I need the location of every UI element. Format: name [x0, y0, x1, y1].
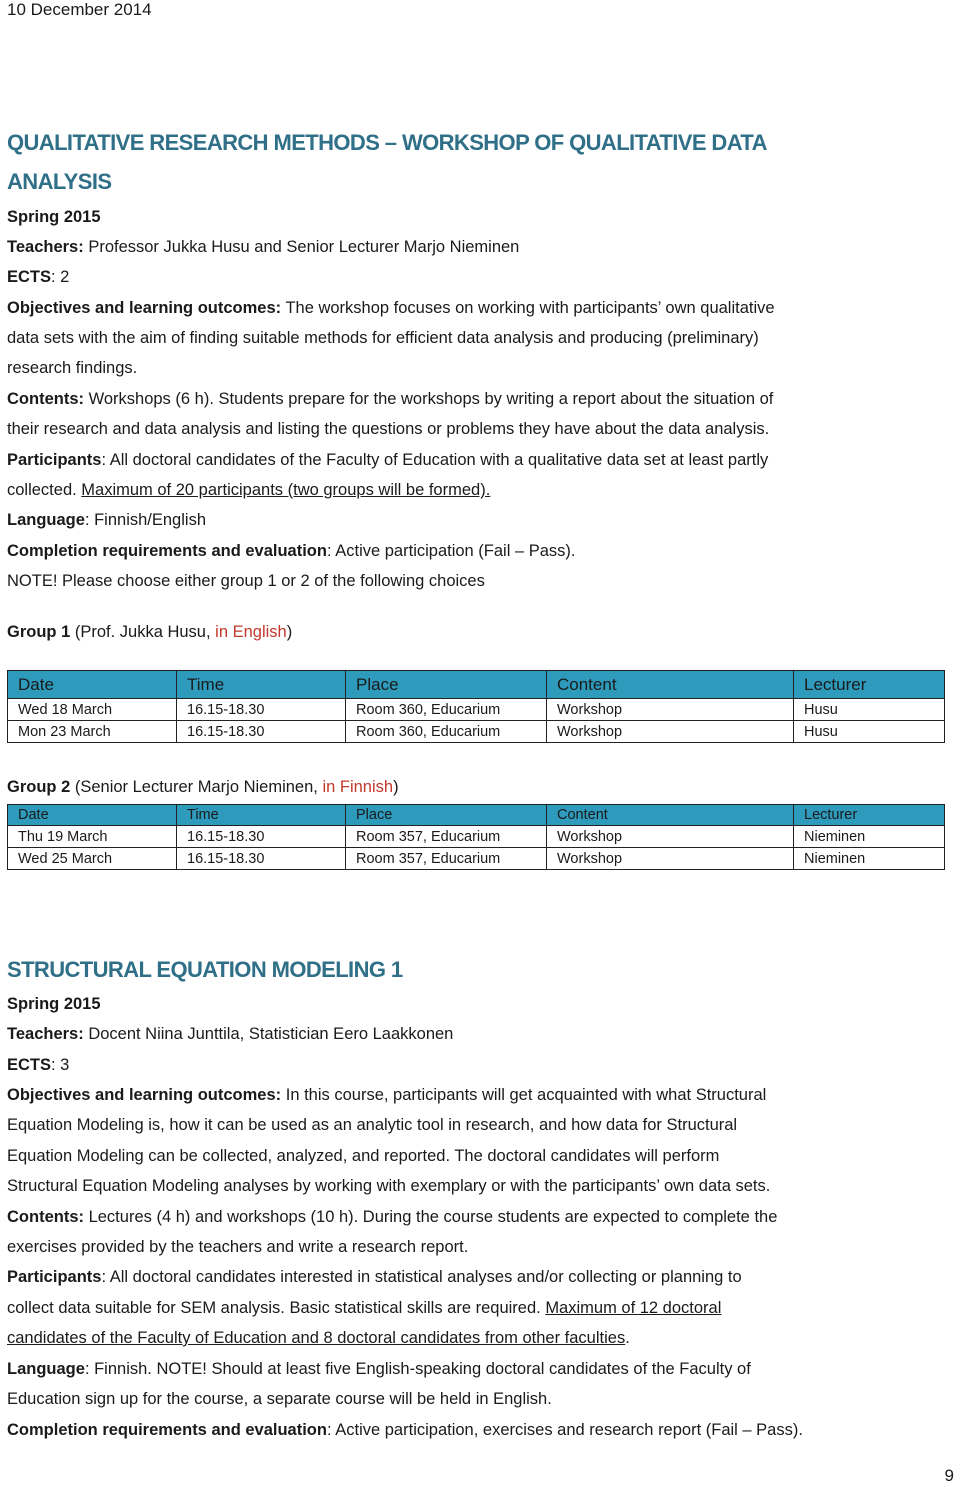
ects-value: : 2 — [51, 268, 70, 286]
course2-participants-line2 — [7, 1293, 721, 1323]
course2-language-line2: Education sign up for the course, a separate course will be held in English. — [7, 1390, 552, 1408]
course1-completion — [7, 536, 576, 566]
course1-ects — [7, 262, 69, 292]
course1-teachers — [7, 232, 519, 262]
table-row — [8, 721, 945, 743]
group2-lecturer: (Senior Lecturer Marjo Nieminen, — [70, 778, 323, 796]
group1-schedule-table — [7, 670, 945, 743]
objectives-label: Objectives and learning outcomes: — [7, 1086, 282, 1104]
course1-participants-line2 — [7, 475, 490, 505]
course2-completion — [7, 1415, 803, 1445]
course1-objectives-line2: data sets with the aim of finding suitable methods for efficient data analysis and producing (preliminary) — [7, 329, 759, 347]
participants-label: Participants — [7, 1268, 102, 1286]
cell-lecturer: Husu — [794, 699, 945, 721]
course1-participants-line1 — [7, 445, 768, 475]
objectives-text: The workshop focuses on working with participants’ own qualitative — [281, 299, 775, 317]
teachers-label: Teachers: — [7, 238, 84, 256]
cell-time: 16.15-18.30 — [177, 721, 346, 743]
ects-label: ECTS — [7, 1056, 52, 1074]
cell-time: 16.15-18.30 — [177, 826, 346, 848]
participants-limit: Maximum of 12 doctoral — [545, 1299, 722, 1317]
course2-title: STRUCTURAL EQUATION MODELING 1 — [7, 957, 403, 982]
course2-contents-line1 — [7, 1202, 777, 1232]
course2-participants-line3 — [7, 1323, 630, 1353]
contents-text: Lectures (4 h) and workshops (10 h). During the course students are expected to complete the — [84, 1208, 778, 1226]
col-lecturer: Lecturer — [794, 671, 945, 699]
cell-time: 16.15-18.30 — [177, 699, 346, 721]
cell-content: Workshop — [547, 826, 794, 848]
participants-limit: candidates of the Faculty of Education and 8 doctoral candidates from other faculties — [7, 1329, 626, 1347]
group1-lecturer: (Prof. Jukka Husu, — [70, 623, 216, 641]
course2-language-line1 — [7, 1354, 751, 1384]
cell-place: Room 357, Educarium — [346, 848, 547, 870]
page-number: 9 — [944, 1466, 954, 1485]
col-date: Date — [8, 671, 177, 699]
contents-label: Contents: — [7, 1208, 84, 1226]
completion-value: : Active participation (Fail – Pass). — [326, 542, 576, 560]
cell-date: Wed 18 March — [8, 699, 177, 721]
participants-label: Participants — [7, 451, 102, 469]
course2-ects — [7, 1050, 69, 1080]
cell-place: Room 360, Educarium — [346, 699, 547, 721]
group1-heading — [7, 617, 292, 647]
objectives-text: In this course, participants will get acquainted with what Structural — [281, 1086, 767, 1104]
cell-content: Workshop — [547, 848, 794, 870]
page-header-date: 10 December 2014 — [7, 0, 152, 19]
course1-objectives-line1 — [7, 293, 775, 323]
table-row — [8, 826, 945, 848]
course1-objectives-line3: research findings. — [7, 359, 138, 377]
language-value: : Finnish. NOTE! Should at least five English-speaking doctoral candidates of the Faculty of — [84, 1360, 751, 1378]
course2-participants-line1 — [7, 1262, 742, 1292]
completion-label: Completion requirements and evaluation — [7, 542, 327, 560]
col-place: Place — [346, 805, 547, 826]
cell-date: Wed 25 March — [8, 848, 177, 870]
participants-text: collect data suitable for SEM analysis. Basic statistical skills are required. — [7, 1299, 546, 1317]
course2-objectives-line2: Equation Modeling is, how it can be used as an analytic tool in research, and how data for Structural — [7, 1116, 738, 1134]
course1-title-line1: QUALITATIVE RESEARCH METHODS – WORKSHOP OF QUALITATIVE DATA — [7, 130, 767, 155]
col-content: Content — [547, 671, 794, 699]
participants-text: collected. — [7, 481, 82, 499]
course1-note: NOTE! Please choose either group 1 or 2 of the following choices — [7, 572, 485, 590]
participants-limit: Maximum of 20 participants (two groups will be formed). — [81, 481, 491, 499]
course2-semester: Spring 2015 — [7, 995, 101, 1013]
participants-text: . — [625, 1329, 630, 1347]
language-label: Language — [7, 1360, 85, 1378]
course2-objectives-line4: Structural Equation Modeling analyses by working with exemplary or with the participants’ own data sets. — [7, 1177, 771, 1195]
col-time: Time — [177, 671, 346, 699]
language-value: : Finnish/English — [84, 511, 206, 529]
group1-label: Group 1 — [7, 623, 71, 641]
table-header-row — [8, 805, 945, 826]
table-row — [8, 848, 945, 870]
cell-lecturer: Nieminen — [794, 848, 945, 870]
cell-place: Room 357, Educarium — [346, 826, 547, 848]
completion-value: : Active participation, exercises and research report (Fail – Pass). — [326, 1421, 803, 1439]
group2-language: in Finnish — [322, 778, 394, 796]
teachers-value: Professor Jukka Husu and Senior Lecturer Marjo Nieminen — [83, 238, 520, 256]
group2-heading — [7, 772, 399, 802]
group2-schedule-table — [7, 804, 945, 870]
table-row — [8, 699, 945, 721]
participants-text: : All doctoral candidates of the Faculty of Education with a qualitative data set at least partly — [101, 451, 769, 469]
completion-label: Completion requirements and evaluation — [7, 1421, 327, 1439]
col-time: Time — [177, 805, 346, 826]
cell-content: Workshop — [547, 721, 794, 743]
course2-objectives-line1 — [7, 1080, 766, 1110]
contents-label: Contents: — [7, 390, 84, 408]
contents-text: Workshops (6 h). Students prepare for the workshops by writing a report about the situation of — [84, 390, 774, 408]
cell-content: Workshop — [547, 699, 794, 721]
course1-contents-line1 — [7, 384, 773, 414]
course2-teachers — [7, 1019, 453, 1049]
cell-lecturer: Nieminen — [794, 826, 945, 848]
col-date: Date — [8, 805, 177, 826]
col-place: Place — [346, 671, 547, 699]
cell-place: Room 360, Educarium — [346, 721, 547, 743]
course1-language — [7, 505, 206, 535]
col-content: Content — [547, 805, 794, 826]
cell-time: 16.15-18.30 — [177, 848, 346, 870]
course1-contents-line2: their research and data analysis and listing the questions or problems they have about the data analysis. — [7, 420, 770, 438]
ects-label: ECTS — [7, 268, 52, 286]
group1-close: ) — [286, 623, 293, 641]
course2-objectives-line3: Equation Modeling can be collected, analyzed, and reported. The doctoral candidates will perform — [7, 1147, 720, 1165]
course1-title-line2: ANALYSIS — [7, 169, 112, 194]
group1-language: in English — [215, 623, 287, 641]
course2-contents-line2: exercises provided by the teachers and write a research report. — [7, 1238, 469, 1256]
ects-value: : 3 — [51, 1056, 70, 1074]
course1-semester: Spring 2015 — [7, 208, 101, 226]
objectives-label: Objectives and learning outcomes: — [7, 299, 282, 317]
table-header-row — [8, 671, 945, 699]
group2-close: ) — [393, 778, 399, 796]
cell-date: Mon 23 March — [8, 721, 177, 743]
teachers-label: Teachers: — [7, 1025, 84, 1043]
group2-label: Group 2 — [7, 778, 71, 796]
teachers-value: Docent Niina Junttila, Statistician Eero Laakkonen — [83, 1025, 454, 1043]
participants-text: : All doctoral candidates interested in statistical analyses and/or collecting or planning to — [101, 1268, 742, 1286]
cell-lecturer: Husu — [794, 721, 945, 743]
col-lecturer: Lecturer — [794, 805, 945, 826]
cell-date: Thu 19 March — [8, 826, 177, 848]
language-label: Language — [7, 511, 85, 529]
